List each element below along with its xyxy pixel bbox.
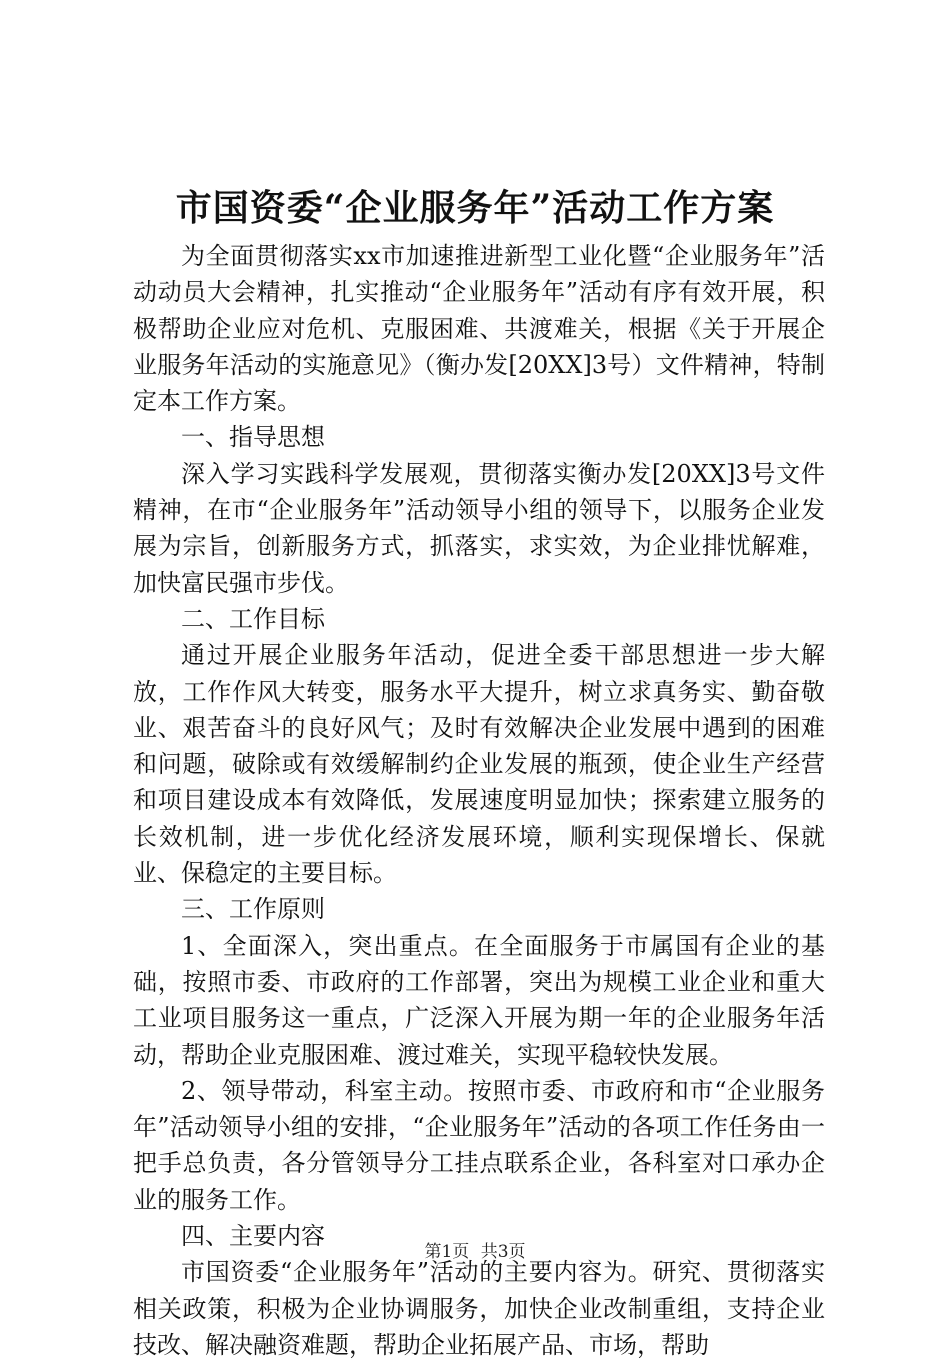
section-heading: 一、指导思想: [181, 423, 325, 452]
body-paragraph: 通过开展企业服务年活动，促进全委干部思想进一步大解放，工作作风大转变，服务水平大提升，树立求真务实、勤奋敬业、艰苦奋斗的良好风气；及时有效解决企业发展中遇到的困难和问题，破除或有效缓解制约企业发展的瓶颈，使企业生产经营和项目建设成本有效降低，发展速度明显加快；探索建立服务的长效机制，进一步优化经济发展环境，顺利实现保增长、保就业、保稳定的主要目标。: [133, 641, 825, 888]
section-heading: 二、工作目标: [181, 604, 325, 633]
page-footer: [0, 1240, 950, 1264]
page-total: 共3页: [480, 1242, 526, 1262]
body-paragraph: 深入学习实践科学发展观，贯彻落实衡办发[20XX]3号文件精神，在市“企业服务年”活动领导小组的领导下，以服务企业发展为宗旨，创新服务方式，抓落实，求实效，为企业排忧解难，加快富民强市步伐。: [133, 459, 825, 597]
section-heading: 四、主要内容: [181, 1222, 325, 1251]
section-heading: 三、工作原则: [181, 895, 325, 924]
page-number: 第1页: [424, 1242, 470, 1262]
body-paragraph: 为全面贯彻落实xx市加速推进新型工业化暨“企业服务年”活动动员大会精神，扎实推动“企业服务年”活动有序有效开展，积极帮助企业应对危机、克服困难、共渡难关，根据《关于开展企业服务年活动的实施意见》（衡办发[20XX]3号）文件精神，特制定本工作方案。: [133, 242, 825, 416]
body-paragraph: 1、全面深入，突出重点。在全面服务于市属国有企业的基础，按照市委、市政府的工作部署，突出为规模工业企业和重大工业项目服务这一重点，广泛深入开展为期一年的企业服务年活动，帮助企业克服困难、渡过难关，实现平稳较快发展。: [133, 931, 825, 1069]
body-paragraph: 市国资委“企业服务年”活动的主要内容为。研究、贯彻落实相关政策，积极为企业协调服务，加快企业改制重组，支持企业技改、解决融资难题，帮助企业拓展产品、市场，帮助: [133, 1258, 825, 1359]
body-paragraph: 2、领导带动，科室主动。按照市委、市政府和市“企业服务年”活动领导小组的安排，“企业服务年”活动的各项工作任务由一把手总负责，各分管领导分工挂点联系企业，各科室对口承办企业的服务工作。: [133, 1076, 825, 1214]
document-body: [133, 238, 825, 1363]
document-title: 市国资委“企业服务年”活动工作方案: [175, 187, 775, 229]
